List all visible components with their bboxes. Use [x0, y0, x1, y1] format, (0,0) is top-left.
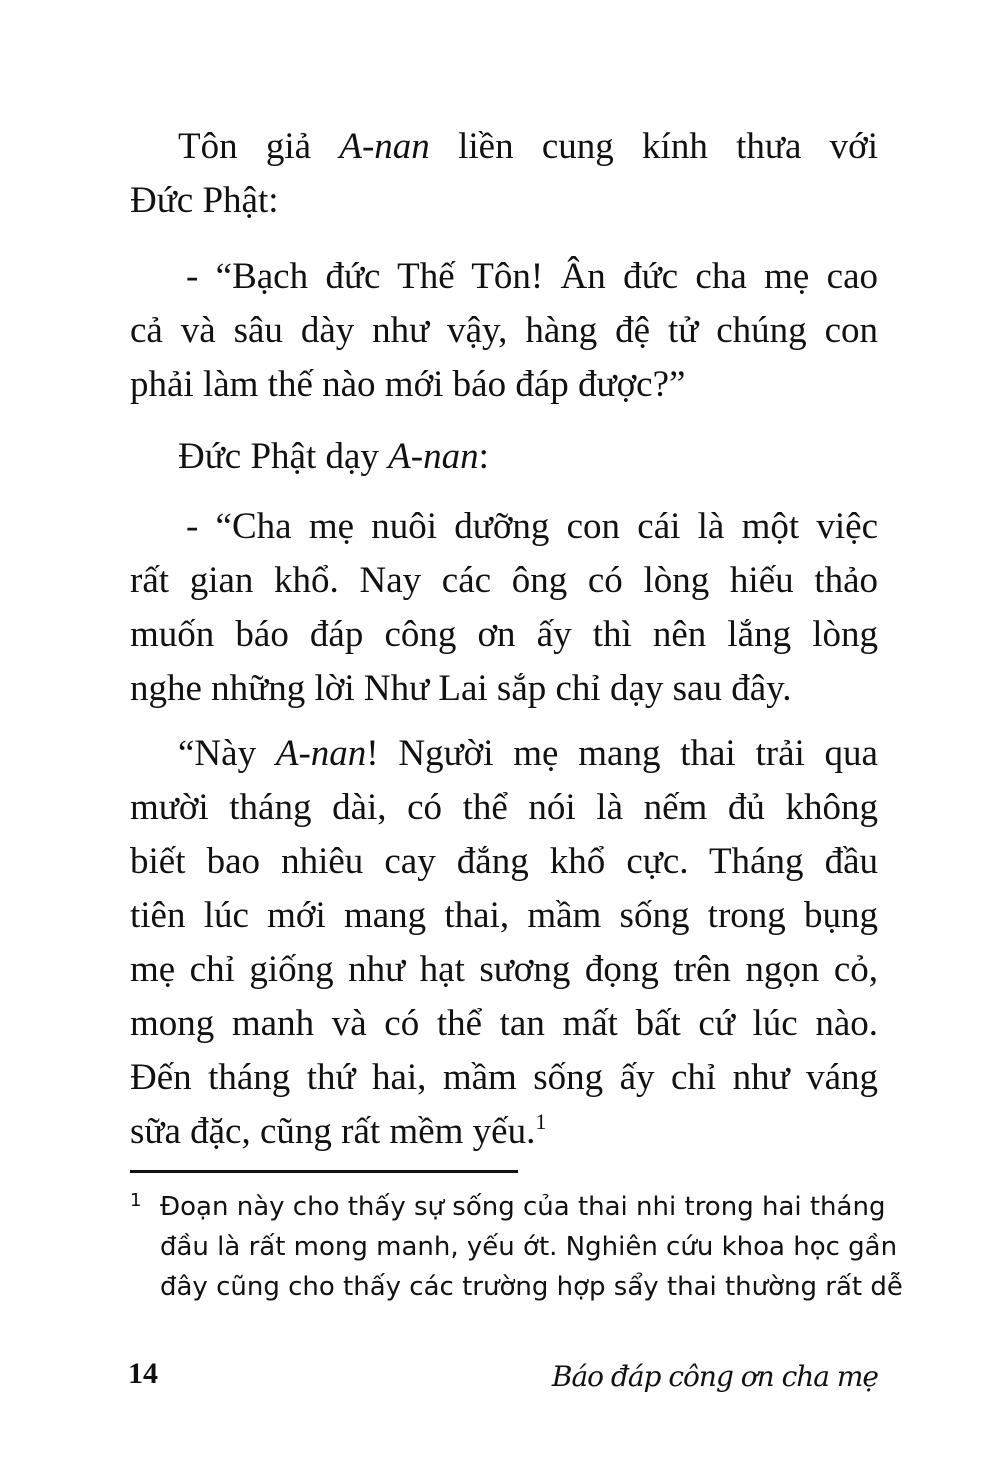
text-line: cả và sâu dày như vậy, hàng đệ tử chúng con [130, 310, 878, 351]
footnote [130, 1187, 903, 1307]
text-run: sữa đặc, cũng rất mềm yếu. [130, 1111, 536, 1152]
text-line: mong manh và có thể tan mất bất cứ lúc nào. [130, 1003, 878, 1044]
page-number: 14 [128, 1357, 158, 1390]
footnote-reference[interactable]: 1 [535, 1109, 547, 1134]
text-line: Đức Phật: [130, 180, 279, 221]
text-run: liền cung kính thưa với [429, 126, 878, 167]
footnote-line: Đoạn này cho thấy sự sống của thai nhi trong hai tháng [160, 1192, 886, 1222]
running-title: Báo đáp công ơn cha mẹ [551, 1360, 878, 1393]
text-line: Đến tháng thứ hai, mầm sống ấy chỉ như váng [130, 1057, 878, 1098]
text-line: - “Bạch đức Thế Tôn! Ân đức cha mẹ cao [186, 256, 878, 297]
text-line: rất gian khổ. Nay các ông có lòng hiếu thảo [130, 560, 878, 601]
italic-name: A-nan [275, 733, 367, 774]
text-line: mẹ chỉ giống như hạt sương đọng trên ngọn cỏ, [130, 949, 878, 990]
paragraph-3 [130, 430, 878, 484]
text-line: nghe những lời Như Lai sắp chỉ dạy sau đây. [130, 668, 792, 709]
footnote-line: đầu là rất mong manh, yếu ớt. Nghiên cứu khoa học gần [160, 1232, 898, 1262]
footnote-divider [130, 1170, 518, 1173]
text-run: : [478, 436, 489, 477]
text-run: Tôn giả [178, 126, 340, 167]
italic-name: A-nan [388, 436, 479, 477]
text-line: phải làm thế nào mới báo đáp được?” [130, 364, 686, 405]
paragraph-4 [130, 500, 878, 716]
text-line [130, 120, 878, 174]
text-line: biết bao nhiêu cay đắng khổ cực. Tháng đầu [130, 841, 878, 882]
paragraph-1 [130, 120, 878, 228]
paragraph-5 [130, 727, 878, 1159]
footnote-line: đây cũng cho thấy các trường hợp sẩy thai thường rất dễ [160, 1272, 903, 1302]
text-line [130, 1105, 878, 1159]
text-line: mười tháng dài, có thể nói là nếm đủ không [130, 787, 878, 828]
text-run: Đức Phật dạy [178, 436, 389, 477]
text-line [130, 727, 878, 781]
text-run: ! Người mẹ mang thai trải qua [366, 733, 878, 774]
paragraph-2 [130, 250, 878, 412]
text-line: tiên lúc mới mang thai, mầm sống trong bụng [130, 895, 878, 936]
text-line: muốn báo đáp công ơn ấy thì nên lắng lòng [130, 614, 878, 655]
italic-name: A-nan [339, 126, 430, 167]
text-line: - “Cha mẹ nuôi dưỡng con cái là một việc [186, 506, 878, 547]
text-run: “Này [178, 733, 276, 774]
text-line [130, 430, 878, 484]
footnote-mark: 1 [130, 1190, 142, 1211]
